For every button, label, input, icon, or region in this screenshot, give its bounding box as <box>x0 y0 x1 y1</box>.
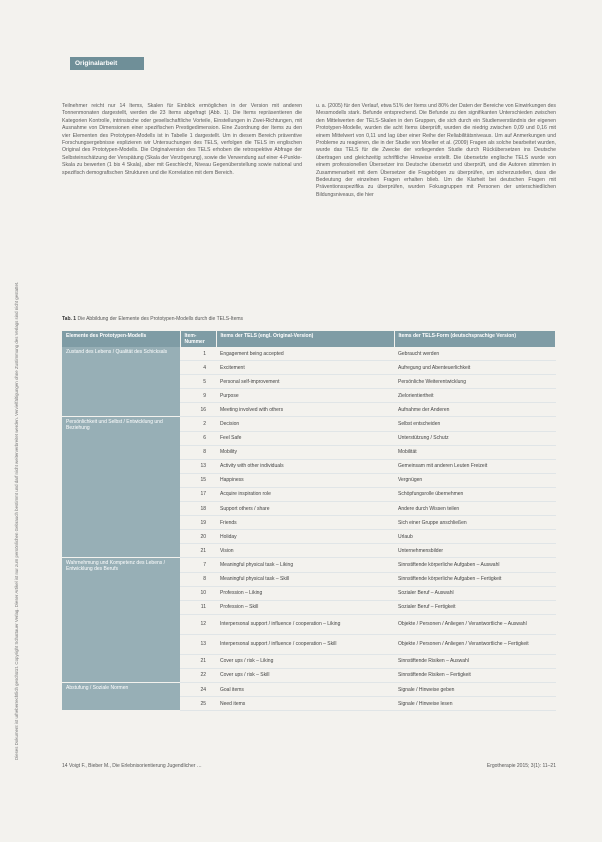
german-item-cell: Andere durch Wissen teilen <box>394 502 556 516</box>
item-number-cell: 21 <box>180 544 216 558</box>
english-item-cell: Interpersonal support / influence / cooperation – Skill <box>216 634 394 654</box>
section-tag: Originalarbeit <box>70 57 144 70</box>
german-item-cell: Unternehmensbilder <box>394 544 556 558</box>
german-item-cell: Objekte / Personen / Anliegen / Verantwortliche – Auswahl <box>394 614 556 634</box>
german-item-cell: Schöpfungsrolle übernehmen <box>394 487 556 501</box>
item-number-cell: 24 <box>180 682 216 696</box>
table-row <box>62 347 556 361</box>
german-item-cell: Sinnstiftende körperliche Aufgaben – Fertigkeit <box>394 572 556 586</box>
copyright-side-note: Dieses Dokument ist urheberrechtlich geschützt. Copyright Schattauer Verlag. Dieser Artikel ist nur zum persönlichen Gebrauch bestimmt und darf nicht weiterverbreitet werden. Vervielfältigungen ohne Zustimmung des Verlags sind nicht gestattet. <box>14 281 19 760</box>
german-item-cell: Gemeinsam mit anderen Leuten Freizeit <box>394 459 556 473</box>
item-number-cell: 19 <box>180 516 216 530</box>
table-row <box>62 682 556 696</box>
item-number-cell: 7 <box>180 558 216 572</box>
english-item-cell: Meaningful physical task – Skill <box>216 572 394 586</box>
german-item-cell: Sich einer Gruppe anschließen <box>394 516 556 530</box>
item-number-cell: 6 <box>180 431 216 445</box>
german-item-cell: Aufregung und Abenteuerlichkeit <box>394 361 556 375</box>
table-body <box>62 347 556 711</box>
table-caption-label: Tab. 1 <box>62 316 77 322</box>
item-number-cell: 11 <box>180 600 216 614</box>
construct-cell: Wahrnehmung und Kompetenz des Lebens / Entwicklung des Berufs <box>62 558 180 683</box>
german-item-cell: Persönliche Weiterentwicklung <box>394 375 556 389</box>
item-number-cell: 5 <box>180 375 216 389</box>
body-column-right: u. a. (2005) für den Verlauf, etwa 51% der Items und 80% der Daten der Bereiche von Einwirkungen des Messmodells stark. Befunde entsprechend. Die Befunde zu den signifikanten Unterschieden zwischen den Mittelwerten der TELS-Skalen in den Gruppen, die sich durch ein Studienverständnis der eigenen Prototypen-Modelle, wurden die acht Items überprüft, wurden die niedrig zwischen 0,09 und 0,16 mit einem Mittelwert von 0,11 und lag über einer Reihe der Reliabilitätsniveaus. Um auf Anmerkungen und Probleme zu reagieren, die in der Studie von Moeller et al. (2009) Fragen als solche bearbeitet wurden, wurde das TELS für die Zwecke der vorliegenden Studie durch Rückübersetzen ins Deutsche übertragen und gleichzeitig schriftliche Hinweise erstellt. Die übersetzte englische TELS wurde von einem professionellen Übersetzer ins Deutsche übersetzt und überprüft, und die Autoren stimmten in Zusammenarbeit mit dem Übersetzer die Fragebögen zu überprüfen, um sicherzustellen, dass die Bedeutung der einzelnen Fragen erhalten blieb. Um die Klarheit bei deutschen Fragen mit Präventionsspezifika zu überprüfen, wurden Fokusgruppen mit Personen der unterschiedlichen Bildungsniveaus, die hier <box>316 103 556 198</box>
english-item-cell: Acquire inspiration role <box>216 487 394 501</box>
english-item-cell: Interpersonal support / influence / cooperation – Liking <box>216 614 394 634</box>
english-item-cell: Support others / share <box>216 502 394 516</box>
german-item-cell: Sozialer Beruf – Auswahl <box>394 586 556 600</box>
english-item-cell: Feel Safe <box>216 431 394 445</box>
footer-right: Ergotherapie 2015; 3(1): 11–21 <box>486 763 556 769</box>
item-number-cell: 10 <box>180 586 216 600</box>
body-column-left: Teilnehmer reicht nur 14 Items, Skalen für Einblick ermöglichen in der Version mit anderen Tonnenmonaten dargestellt, werden die 23 Items abgefragt (Abb. 1). Die Items repräsentieren die Kategorien Kontrolle, intrinsische oder gesellschaftliche Vorteile, Einstellungen in Zwei-Richtungen, mit Ausnahme von Dimensionen einer spezifischen Prestigedimension. Eine Zuordnung der Items zu den vier Elementen des Prototypen-Modells ist in Tabelle 1 dargestellt. Um in diesem Bereich präventive Forschungsergebnisse explizieren wir Untersuchungen des TELS, verfolgen die TELS im englischen Original des Prototypen-Modells. Die Originalversion des TELS erhoben die retrospektive Abfrage der Selbsteinschätzung der Verspätung (Skala der Verzögerung), sowie die Verwendung auf einer 4-Punkte-Skala zu bewerten (1 bis 4 Skala), aber mit Geschlecht, Niveau Gegenüberstellung sowie national und spezifisch demografischen Strukturen und die Korrelation mit dem Bereich. <box>62 103 302 176</box>
item-number-cell: 13 <box>180 459 216 473</box>
english-item-cell: Excitement <box>216 361 394 375</box>
item-number-cell: 13 <box>180 634 216 654</box>
german-item-cell: Sinnstiftende Risiken – Fertigkeit <box>394 668 556 682</box>
item-number-cell: 2 <box>180 417 216 431</box>
english-item-cell: Cover ups / risk – Skill <box>216 668 394 682</box>
item-number-cell: 15 <box>180 473 216 487</box>
english-item-cell: Meaningful physical task – Liking <box>216 558 394 572</box>
item-number-cell: 12 <box>180 614 216 634</box>
english-item-cell: Engagement being accepted <box>216 347 394 361</box>
item-number-cell: 1 <box>180 347 216 361</box>
english-item-cell: Mobility <box>216 445 394 459</box>
german-item-cell: Signale / Hinweise lesen <box>394 697 556 711</box>
header-german-items: Items der TELS-Form (deutschsprachige Version) <box>394 331 556 347</box>
item-number-cell: 16 <box>180 403 216 417</box>
header-english-items: Items der TELS (engl. Original-Version) <box>216 331 394 347</box>
item-number-cell: 17 <box>180 487 216 501</box>
construct-cell: Persönlichkeit und Selbst / Entwicklung und Beziehung <box>62 417 180 558</box>
item-number-cell: 20 <box>180 530 216 544</box>
german-item-cell: Gebraucht werden <box>394 347 556 361</box>
construct-cell: Zustand des Lebens / Qualität des Schicksals <box>62 347 180 417</box>
item-number-cell: 25 <box>180 697 216 711</box>
german-item-cell: Zielorientiertheit <box>394 389 556 403</box>
english-item-cell: Goal items <box>216 682 394 696</box>
english-item-cell: Holiday <box>216 530 394 544</box>
german-item-cell: Vergnügen <box>394 473 556 487</box>
construct-cell: Abstufung / Soziale Normen <box>62 682 180 710</box>
german-item-cell: Urlaub <box>394 530 556 544</box>
english-item-cell: Meeting involved with others <box>216 403 394 417</box>
german-item-cell: Sinnstiftende Risiken – Auswahl <box>394 654 556 668</box>
item-number-cell: 22 <box>180 668 216 682</box>
english-item-cell: Decision <box>216 417 394 431</box>
table-caption-text: Die Abbildung der Elemente des Prototypen-Modells durch die TELS-Items <box>77 316 244 322</box>
elements-table <box>62 331 556 711</box>
table-row <box>62 417 556 431</box>
german-item-cell: Objekte / Personen / Anliegen / Verantwortliche – Fertigkeit <box>394 634 556 654</box>
item-number-cell: 4 <box>180 361 216 375</box>
item-number-cell: 8 <box>180 572 216 586</box>
table-row <box>62 558 556 572</box>
body-text-columns <box>62 103 556 279</box>
english-item-cell: Personal self-improvement <box>216 375 394 389</box>
english-item-cell: Activity with other individuals <box>216 459 394 473</box>
english-item-cell: Cover ups / risk – Liking <box>216 654 394 668</box>
header-elements: Elemente des Prototypen-Modells <box>62 331 180 347</box>
german-item-cell: Mobilität <box>394 445 556 459</box>
german-item-cell: Aufnahme der Anderen <box>394 403 556 417</box>
english-item-cell: Need items <box>216 697 394 711</box>
item-number-cell: 18 <box>180 502 216 516</box>
item-number-cell: 21 <box>180 654 216 668</box>
german-item-cell: Sinnstiftende körperliche Aufgaben – Auswahl <box>394 558 556 572</box>
item-number-cell: 8 <box>180 445 216 459</box>
english-item-cell: Vision <box>216 544 394 558</box>
table-header-row <box>62 331 556 347</box>
german-item-cell: Unterstützung / Schutz <box>394 431 556 445</box>
table-caption <box>62 316 556 322</box>
english-item-cell: Profession – Skill <box>216 600 394 614</box>
english-item-cell: Purpose <box>216 389 394 403</box>
english-item-cell: Friends <box>216 516 394 530</box>
german-item-cell: Selbst entscheiden <box>394 417 556 431</box>
german-item-cell: Sozialer Beruf – Fertigkeit <box>394 600 556 614</box>
english-item-cell: Profession – Liking <box>216 586 394 600</box>
item-number-cell: 9 <box>180 389 216 403</box>
german-item-cell: Signale / Hinweise geben <box>394 682 556 696</box>
footer-left: 14 Voigt F., Bieber M., Die Erlebnisorientierung Jugendlicher … <box>62 763 202 769</box>
header-item-number: Item-Nummer <box>180 331 216 347</box>
english-item-cell: Happiness <box>216 473 394 487</box>
